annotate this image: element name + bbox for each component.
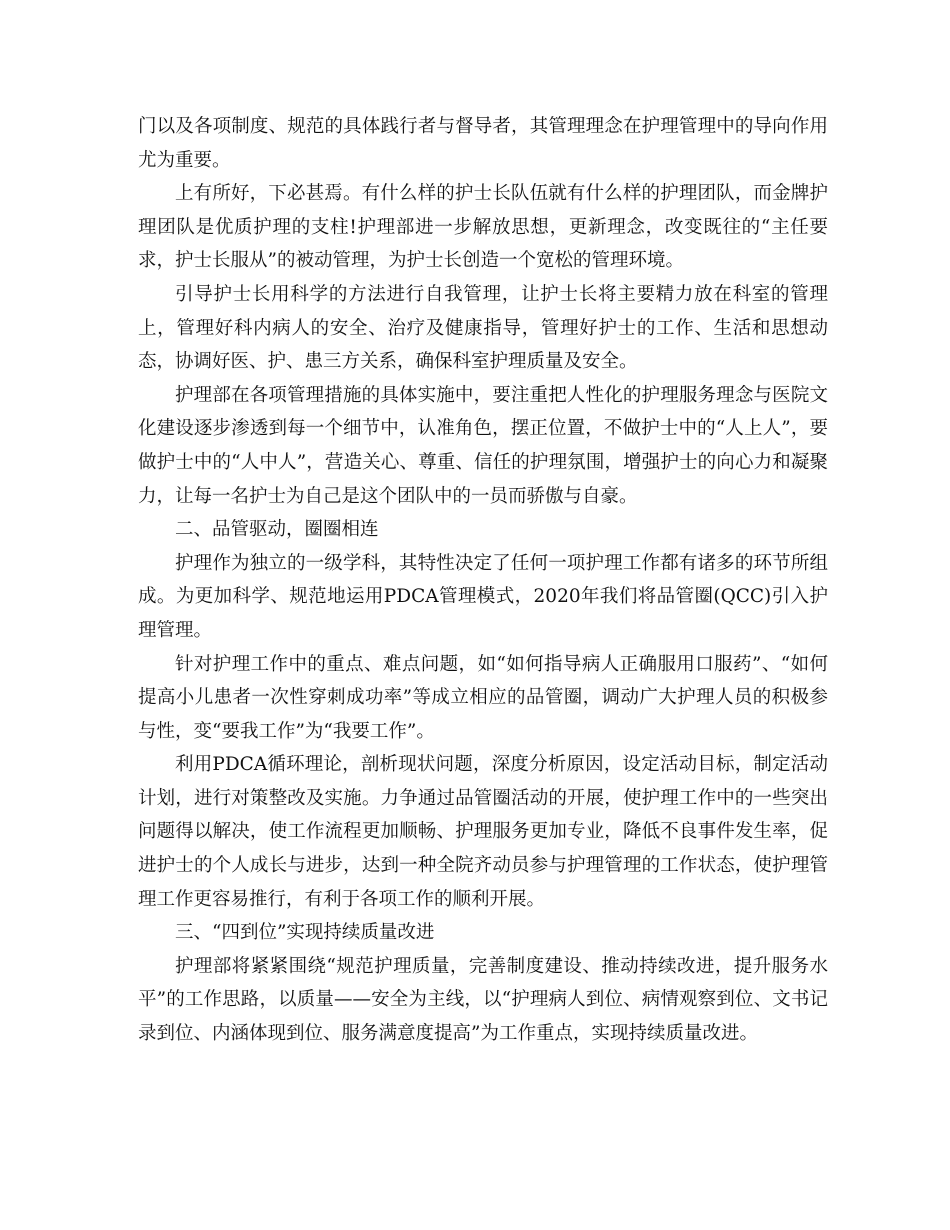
paragraph: 护理作为独立的一级学科，其特性决定了任何一项护理工作都有诸多的环节所组成。为更加科学、规范地运用PDCA管理模式，2020年我们将品管圈(QCC)引入护理管理。 — [138, 552, 828, 641]
document-body — [138, 110, 828, 1051]
paragraph: 护理部在各项管理措施的具体实施中，要注重把人性化的护理服务理念与医院文化建设逐步渗透到每一个细节中，认准角色，摆正位置，不做护士中的“人上人”，要做护士中的“人中人”，营造关心、尊重、信任的护理氛围，增强护士的向心力和凝聚力，让每一名护士为自己是这个团队中的一员而骄傲与自豪。 — [138, 384, 828, 507]
paragraph: 针对护理工作中的重点、难点问题，如“如何指导病人正确服用口服药”、“如何提高小儿患者一次性穿刺成功率”等成立相应的品管圈，调动广大护理人员的积极参与性，变“要我工作”为“我要工作”。 — [138, 653, 828, 742]
paragraph-continuation: 门以及各项制度、规范的具体践行者与督导者，其管理理念在护理管理中的导向作用尤为重要。 — [138, 116, 828, 171]
paragraph: 引导护士长用科学的方法进行自我管理，让护士长将主要精力放在科室的管理上，管理好科内病人的安全、治疗及健康指导，管理好护士的工作、生活和思想动态，协调好医、护、患三方关系，确保科室护理质量及安全。 — [138, 283, 828, 373]
paragraph: 护理部将紧紧围绕“规范护理质量，完善制度建设、推动持续改进，提升服务水平”的工作思路，以质量——安全为主线，以“护理病人到位、病情观察到位、文书记录到位、内涵体现到位、服务满意度提高”为工作重点，实现持续质量改进。 — [138, 955, 828, 1045]
section-heading: 二、品管驱动，圈圈相连 — [175, 519, 379, 541]
paragraph: 利用PDCA循环理论，剖析现状问题，深度分析原因，设定活动目标，制定活动计划，进行对策整改及实施。力争通过品管圈活动的开展，使护理工作中的一些突出问题得以解决，使工作流程更加顺畅、护理服务更加专业，降低不良事件发生率，促进护士的个人成长与进步，达到一种全院齐动员参与护理管理的工作状态，使护理管理工作更容易推行，有利于各项工作的顺利开展。 — [138, 754, 828, 910]
paragraph: 上有所好，下必甚焉。有什么样的护士长队伍就有什么样的护理团队，而金牌护理团队是优质护理的支柱!护理部进一步解放思想，更新理念，改变既往的“主任要求，护士长服从”的被动管理，为护士长创造一个宽松的管理环境。 — [138, 183, 828, 272]
section-heading: 三、“四到位”实现持续质量改进 — [175, 922, 435, 944]
